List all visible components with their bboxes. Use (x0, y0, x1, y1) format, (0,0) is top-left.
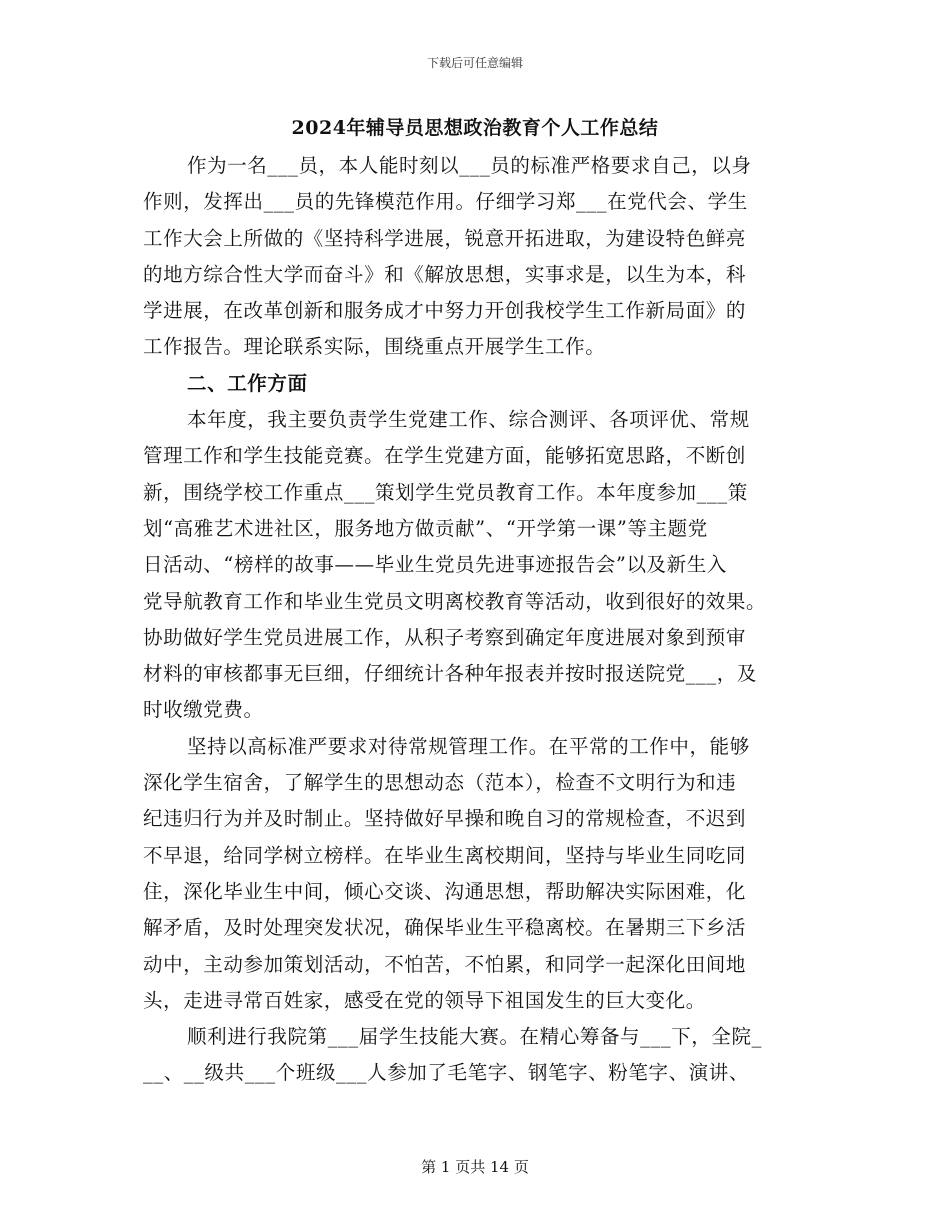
page-footer: 第 1 页共 14 页 (421, 1158, 529, 1176)
paragraph-line: 纪违归行为并及时制止。坚持做好早操和晚自习的常规检查，不迟到 (143, 807, 747, 831)
paragraph-line: 作则，发挥出___员的先锋模范作用。仔细学习郑___在党代会、学生 (143, 190, 748, 214)
document-title: 2024年辅导员思想政治教育个人工作总结 (291, 117, 659, 139)
header-note: 下载后可任意编辑 (426, 56, 523, 70)
paragraph-line: 材料的审核都事无巨细，仔细统计各种年报表并按时报送院党___，及 (143, 662, 757, 686)
paragraph-line: 协助做好学生党员进展工作，从积子考察到确定年度进展对象到预审 (143, 625, 747, 649)
paragraph-line: 的地方综合性大学而奋斗》和《解放思想，实事求是，以生为本，科 (143, 262, 747, 286)
paragraph-line: 不早退，给同学树立榜样。在毕业生离校期间，坚持与毕业生同吃同 (143, 843, 747, 867)
paragraph-line: 学进展，在改革创新和服务成才中努力开创我校学生工作新局面》的 (143, 299, 747, 323)
paragraph-line: 住，深化毕业生中间，倾心交谈、沟通思想，帮助解决实际困难，化 (143, 879, 747, 903)
paragraph-line: 工作报告。理论联系实际，围绕重点开展学生工作。 (143, 335, 606, 359)
paragraph-line: 本年度，我主要负责学生党建工作、综合测评、各项评优、常规 (187, 408, 750, 432)
paragraph-line: 头，走进寻常百姓家，感受在党的领导下祖国发生的巨大变化。 (143, 988, 706, 1012)
paragraph-line: 顺利进行我院第___届学生技能大赛。在精心筹备与___下，全院_ (187, 1025, 762, 1049)
paragraph-line: 作为一名___员，本人能时刻以___员的标准严格要求自己，以身 (187, 154, 752, 177)
document-body (143, 148, 823, 1092)
paragraph-line: 党导航教育工作和毕业生党员文明离校教育等活动，收到很好的效果。 (143, 589, 767, 613)
paragraph-line: 新，围绕学校工作重点___策划学生党员教育工作。本年度参加___策 (143, 480, 748, 504)
paragraph-line: 日活动、“榜样的故事——毕业生党员先进事迹报告会”以及新生入 (143, 553, 727, 577)
section-heading: 二、工作方面 (187, 371, 308, 395)
paragraph-line: 时收缴党费。 (143, 698, 264, 722)
paragraph-line: 划“高雅艺术进社区，服务地方做贡献”、“开学第一课”等主题党 (143, 516, 708, 540)
paragraph-line: 深化学生宿舍，了解学生的思想动态（范本），检查不文明行为和违 (143, 771, 737, 795)
paragraph-line: 动中，主动参加策划活动，不怕苦，不怕累，和同学一起深化田间地 (143, 952, 747, 976)
paragraph-line: 管理工作和学生技能竞赛。在学生党建方面，能够拓宽思路，不断创 (143, 444, 747, 468)
paragraph-line: 解矛盾，及时处理突发状况，确保毕业生平稳离校。在暑期三下乡活 (143, 916, 747, 940)
paragraph-line: __、__级共___个班级___人参加了毛笔字、钢笔字、粉笔字、演讲、 (143, 1061, 750, 1085)
paragraph-line: 工作大会上所做的《坚持科学进展，锐意开拓进取，为建设特色鲜亮 (143, 226, 747, 250)
paragraph-line: 坚持以高标准严要求对待常规管理工作。在平常的工作中，能够 (187, 734, 750, 758)
